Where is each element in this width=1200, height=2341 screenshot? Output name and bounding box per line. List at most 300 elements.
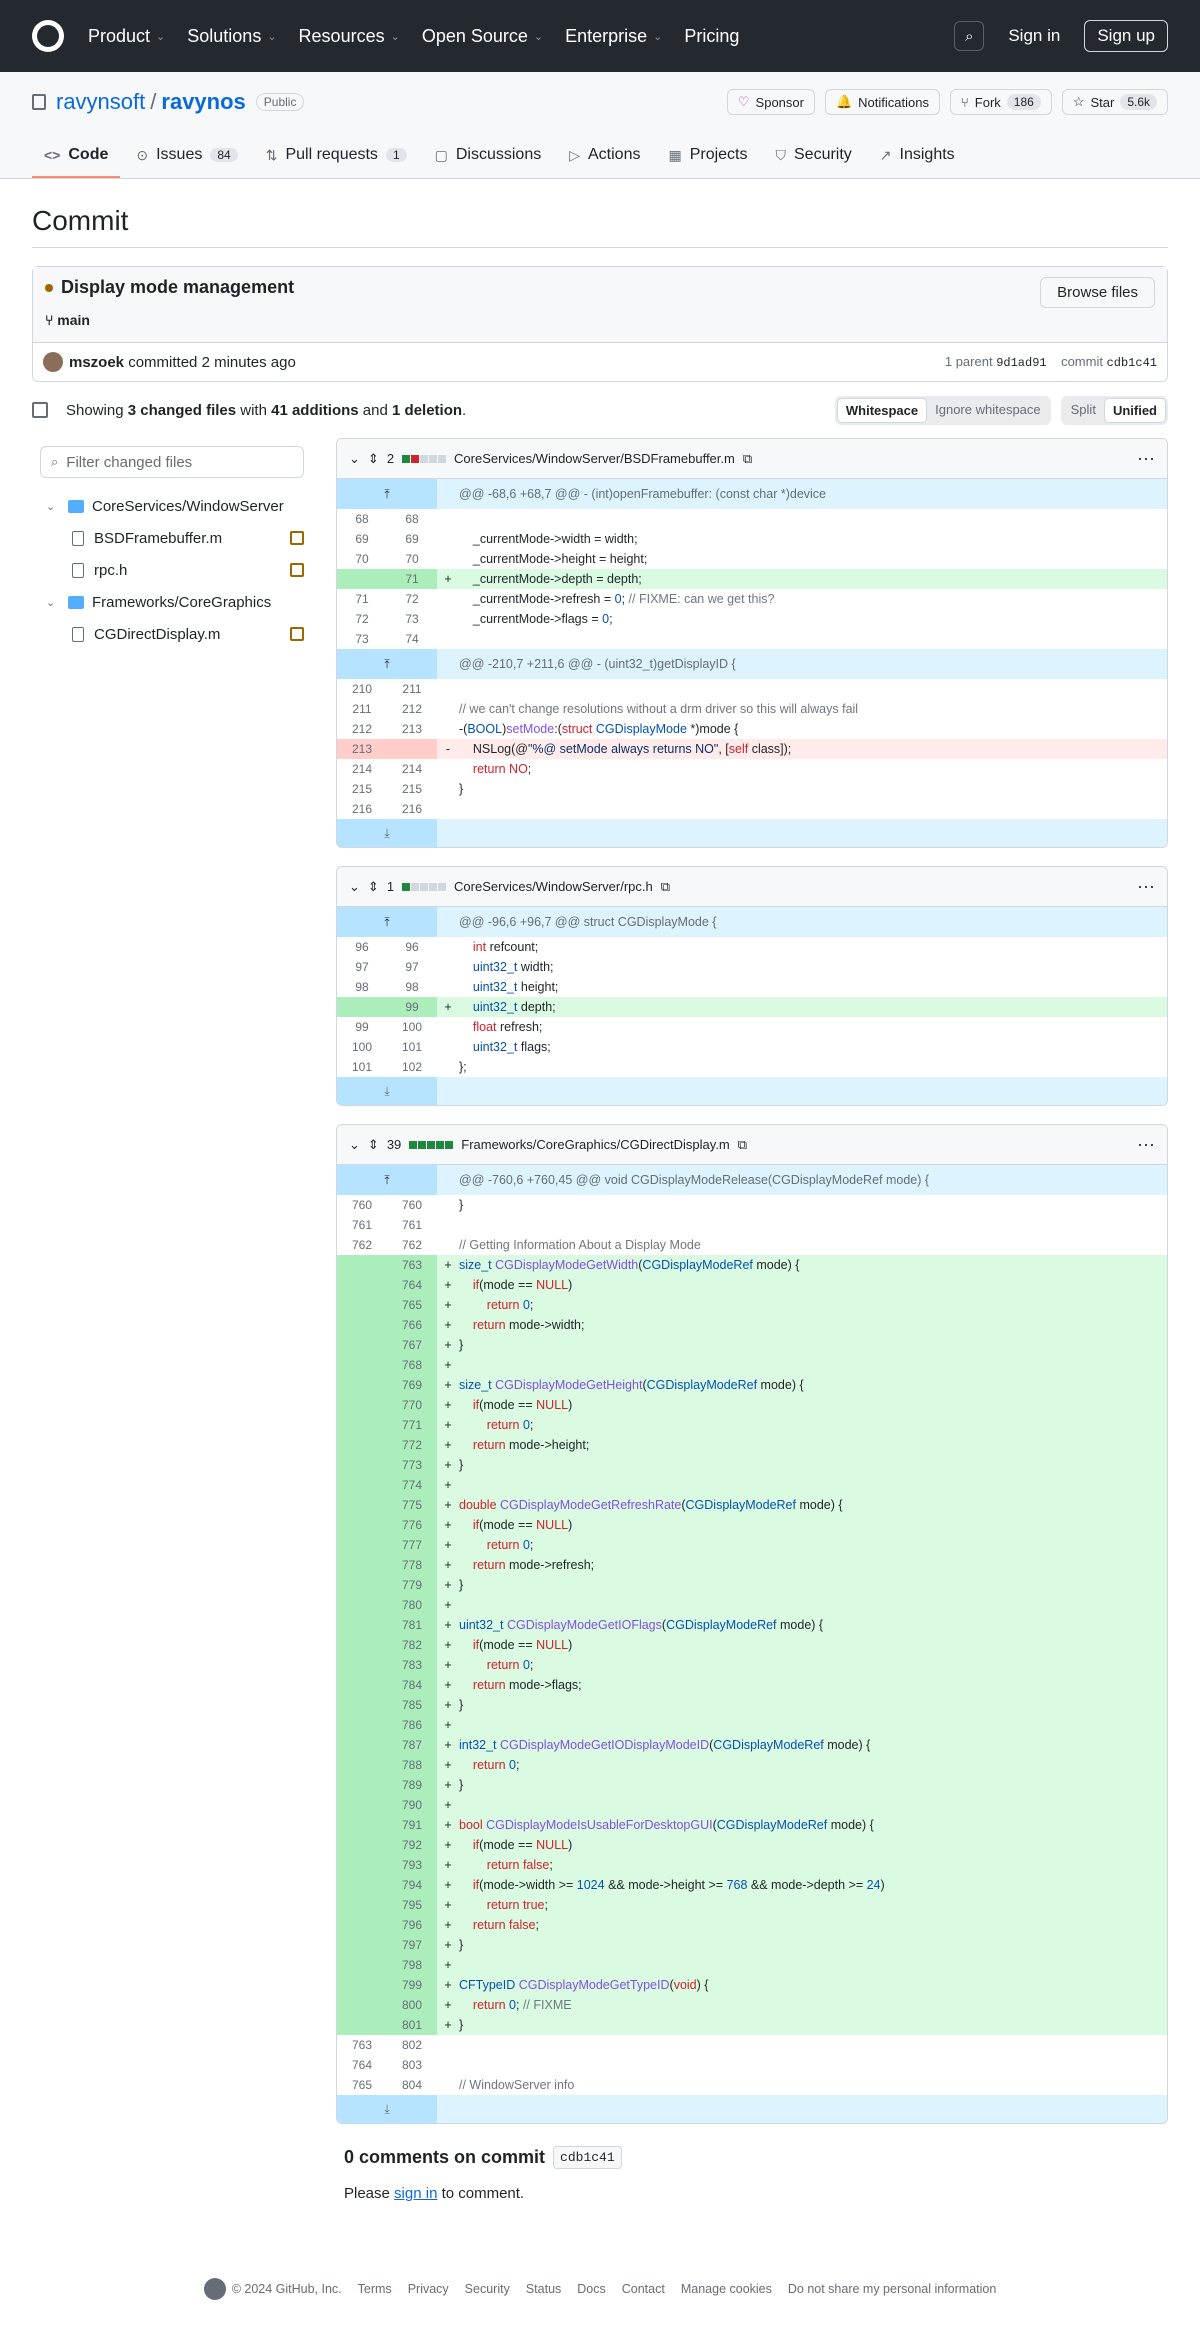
new-line-number[interactable]: 775 xyxy=(387,1495,437,1515)
new-line-number[interactable]: 802 xyxy=(401,2038,423,2052)
old-line-number[interactable]: 216 xyxy=(351,802,373,816)
new-line-number[interactable]: 797 xyxy=(387,1935,437,1955)
new-line-number[interactable]: 767 xyxy=(387,1335,437,1355)
code-line: } xyxy=(459,1935,1167,1955)
old-line-number[interactable]: 214 xyxy=(351,762,373,776)
new-line-number[interactable]: 783 xyxy=(387,1655,437,1675)
diff-file-header xyxy=(337,1125,1167,1165)
github-logo-icon[interactable] xyxy=(204,2278,226,2300)
old-line-number[interactable]: 761 xyxy=(351,1218,373,1232)
new-line-number[interactable]: 72 xyxy=(405,592,419,606)
diff-line xyxy=(337,1855,1167,1875)
diff-line xyxy=(337,1375,1167,1395)
kebab-menu-icon[interactable]: ··· xyxy=(1137,1134,1155,1154)
diff-line xyxy=(337,1675,1167,1695)
sign-up-button[interactable]: Sign up xyxy=(1084,20,1168,52)
new-line-number[interactable]: 70 xyxy=(405,552,419,566)
diff-line xyxy=(337,1555,1167,1575)
expand-row[interactable] xyxy=(337,819,1167,847)
tab-issues[interactable] xyxy=(124,146,249,178)
copy-icon[interactable]: ⧉ xyxy=(737,1136,748,1152)
old-line-number[interactable] xyxy=(337,1915,387,1935)
old-line-number[interactable] xyxy=(337,1295,387,1315)
expand-up-icon[interactable]: ⤒ xyxy=(337,649,437,679)
hunk-header[interactable] xyxy=(337,907,1167,937)
new-line-number[interactable]: 769 xyxy=(387,1375,437,1395)
diff-line xyxy=(337,629,1167,649)
diff-sign: + xyxy=(437,1475,459,1495)
summary-pre: Showing xyxy=(66,401,128,419)
tab-pull-requests[interactable] xyxy=(254,146,419,178)
new-line-number[interactable]: 770 xyxy=(387,1395,437,1415)
file-path-link[interactable]: CoreServices/WindowServer/rpc.h xyxy=(454,879,653,894)
tree-file[interactable] xyxy=(40,618,304,650)
code-line xyxy=(459,2055,1167,2075)
repo-owner-link[interactable]: ravynsoft xyxy=(56,89,146,114)
new-line-number[interactable]: 778 xyxy=(387,1555,437,1575)
old-line-number[interactable] xyxy=(337,1535,387,1555)
diff-sign xyxy=(437,2055,459,2075)
new-line-number[interactable]: 213 xyxy=(401,722,423,736)
diff-sign: + xyxy=(437,1375,459,1395)
old-line-number[interactable] xyxy=(337,1555,387,1575)
new-line-number[interactable]: 761 xyxy=(401,1218,423,1232)
old-line-number[interactable] xyxy=(337,1975,387,1995)
diff-line xyxy=(337,1535,1167,1555)
old-line-number[interactable]: 70 xyxy=(355,552,369,566)
diff-line xyxy=(337,2075,1167,2095)
diff-sign: + xyxy=(437,1695,459,1715)
old-line-number[interactable]: 212 xyxy=(351,722,373,736)
old-line-number[interactable] xyxy=(337,1315,387,1335)
footer-link[interactable]: Contact xyxy=(621,2282,665,2296)
code-line: if(mode == NULL) xyxy=(459,1395,1167,1415)
tab-insights[interactable] xyxy=(868,146,967,178)
hunk-header[interactable] xyxy=(337,479,1167,509)
code-line xyxy=(459,1715,1167,1735)
file-path-link[interactable]: CoreServices/WindowServer/BSDFramebuffer.m xyxy=(454,451,735,466)
new-line-number[interactable]: 801 xyxy=(387,2015,437,2035)
bell-icon: 🔔 xyxy=(835,94,853,109)
new-line-number[interactable]: 766 xyxy=(387,1315,437,1335)
tab-projects[interactable] xyxy=(656,146,759,178)
tab-code[interactable] xyxy=(32,146,120,178)
diff-sign: + xyxy=(437,997,459,1017)
tab-actions[interactable] xyxy=(557,146,652,178)
old-line-number[interactable] xyxy=(337,1475,387,1495)
old-line-number[interactable] xyxy=(337,1615,387,1635)
old-line-number[interactable]: 210 xyxy=(351,682,373,696)
split-button[interactable]: Split xyxy=(1070,401,1096,417)
new-line-number[interactable]: 782 xyxy=(387,1635,437,1655)
sidebar-toggle-icon[interactable] xyxy=(32,402,48,418)
diff-table xyxy=(337,1165,1167,2123)
commit-box xyxy=(32,266,1168,382)
old-line-number[interactable]: 215 xyxy=(351,782,373,796)
notifications-label: Notifications xyxy=(858,94,929,110)
code-line: uint32_t depth; xyxy=(459,997,1167,1017)
new-line-number[interactable]: 790 xyxy=(387,1795,437,1815)
new-line-number[interactable]: 787 xyxy=(387,1735,437,1755)
old-line-number[interactable]: 763 xyxy=(351,2038,373,2052)
nav-item-enterprise[interactable] xyxy=(565,26,662,47)
sponsor-button[interactable] xyxy=(727,89,815,115)
code-line: } xyxy=(459,782,464,796)
chevron-down-icon[interactable]: ⌄ xyxy=(349,1136,360,1152)
new-line-number[interactable]: 96 xyxy=(405,940,419,954)
old-line-number[interactable] xyxy=(337,1855,387,1875)
code-line: _currentMode->flags = 0; xyxy=(459,612,613,626)
old-line-number[interactable] xyxy=(337,1675,387,1695)
old-line-number[interactable] xyxy=(337,1775,387,1795)
copy-icon[interactable]: ⧉ xyxy=(742,450,753,466)
code-line xyxy=(459,1955,1167,1975)
tab-label: Actions xyxy=(588,146,641,163)
old-line-number[interactable] xyxy=(337,1395,387,1415)
new-line-number[interactable]: 762 xyxy=(401,1238,423,1252)
new-line-number[interactable]: 793 xyxy=(387,1855,437,1875)
author-link[interactable]: mszoek xyxy=(69,353,125,371)
new-line-number[interactable]: 794 xyxy=(387,1875,437,1895)
new-line-number[interactable]: 768 xyxy=(387,1355,437,1375)
diff-sign xyxy=(437,589,459,609)
diff-sign: + xyxy=(437,1555,459,1575)
new-line-number[interactable]: 214 xyxy=(401,762,423,776)
old-line-number[interactable] xyxy=(337,1495,387,1515)
hunk-header[interactable] xyxy=(337,649,1167,679)
nav-item-pricing[interactable] xyxy=(684,26,739,47)
old-line-number[interactable]: 100 xyxy=(351,1040,373,1054)
diff-sign: + xyxy=(437,1815,459,1835)
diff-line xyxy=(337,1635,1167,1655)
footer-link[interactable]: Terms xyxy=(357,2282,392,2296)
repo-title xyxy=(32,72,1168,132)
diff-sign: + xyxy=(437,1415,459,1435)
diff-line xyxy=(337,699,1167,719)
diff-line xyxy=(337,739,1167,759)
old-line-number[interactable]: 99 xyxy=(355,1020,369,1034)
old-line-number[interactable]: 72 xyxy=(355,612,369,626)
new-line-number[interactable]: 771 xyxy=(387,1415,437,1435)
code-line: return false; xyxy=(459,1915,1167,1935)
diff-line xyxy=(337,1255,1167,1275)
old-line-number[interactable] xyxy=(337,1955,387,1975)
filter-files-input[interactable] xyxy=(40,446,304,478)
new-line-number[interactable]: 774 xyxy=(387,1475,437,1495)
old-line-number[interactable] xyxy=(337,1335,387,1355)
summary-files: 3 changed files xyxy=(127,401,237,419)
old-line-number[interactable]: 71 xyxy=(355,592,369,606)
new-line-number[interactable]: 800 xyxy=(387,1995,437,2015)
old-line-number[interactable]: 760 xyxy=(351,1198,373,1212)
code-line xyxy=(459,1355,1167,1375)
new-line-number[interactable]: 760 xyxy=(401,1198,423,1212)
new-line-number[interactable]: 780 xyxy=(387,1595,437,1615)
new-line-number[interactable]: 71 xyxy=(387,569,437,589)
old-line-number[interactable] xyxy=(337,1575,387,1595)
unified-button[interactable]: Unified xyxy=(1104,398,1166,423)
diff-table xyxy=(337,907,1167,1105)
new-line-number[interactable]: 216 xyxy=(401,802,423,816)
notifications-button[interactable] xyxy=(825,89,940,115)
tab-security[interactable] xyxy=(764,146,864,178)
old-line-number[interactable]: 73 xyxy=(355,632,369,646)
new-line-number[interactable]: 73 xyxy=(405,612,419,626)
expand-icon[interactable]: ⇕ xyxy=(367,1136,379,1152)
new-line-number[interactable]: 99 xyxy=(387,997,437,1017)
nav-item-open-source[interactable] xyxy=(422,26,543,47)
diff-sign xyxy=(437,1215,459,1235)
new-line-number[interactable] xyxy=(387,739,437,759)
summary-text xyxy=(66,402,466,419)
code-line xyxy=(459,2035,1167,2055)
new-line-number[interactable]: 97 xyxy=(405,960,419,974)
search-icon[interactable]: ⌕ xyxy=(954,21,984,51)
old-line-number[interactable] xyxy=(337,569,387,589)
diff-sign: + xyxy=(437,569,459,589)
new-line-number[interactable]: 779 xyxy=(387,1575,437,1595)
kebab-menu-icon[interactable]: ··· xyxy=(1137,876,1155,896)
diff-sign xyxy=(437,609,459,629)
footer-link[interactable]: Docs xyxy=(577,2282,606,2296)
nav-item-label: Enterprise xyxy=(565,25,648,46)
expand-down-icon[interactable]: ⤓ xyxy=(337,819,437,847)
file-icon xyxy=(72,531,84,546)
tab-discussions[interactable] xyxy=(423,146,554,178)
old-line-number[interactable] xyxy=(337,1635,387,1655)
tree-item-label: CoreServices/WindowServer xyxy=(92,497,284,515)
diff-sign xyxy=(437,799,459,819)
new-line-number[interactable]: 776 xyxy=(387,1515,437,1535)
whitespace-button[interactable]: Whitespace xyxy=(837,398,927,423)
code-line xyxy=(459,509,1167,529)
old-line-number[interactable] xyxy=(337,1515,387,1535)
old-line-number[interactable]: 213 xyxy=(337,739,387,759)
new-line-number[interactable]: 781 xyxy=(387,1615,437,1635)
diff-line xyxy=(337,2055,1167,2075)
diff-line xyxy=(337,1215,1167,1235)
new-line-number[interactable]: 798 xyxy=(387,1955,437,1975)
old-line-number[interactable]: 762 xyxy=(351,1238,373,1252)
diff-line xyxy=(337,1455,1167,1475)
new-line-number[interactable]: 796 xyxy=(387,1915,437,1935)
nav-item-product[interactable] xyxy=(88,26,165,47)
footer-link[interactable]: Privacy xyxy=(407,2282,449,2296)
old-line-number[interactable] xyxy=(337,1275,387,1295)
sign-in-link[interactable]: sign in xyxy=(394,2185,438,2202)
new-line-number[interactable]: 795 xyxy=(387,1895,437,1915)
new-line-number[interactable]: 101 xyxy=(401,1040,423,1054)
new-line-number[interactable]: 786 xyxy=(387,1715,437,1735)
new-line-number[interactable]: 792 xyxy=(387,1835,437,1855)
hunk-header[interactable] xyxy=(337,1165,1167,1195)
commit-branch[interactable]: ⑂ main xyxy=(45,312,90,328)
summary-mid: with xyxy=(236,401,272,419)
new-line-number[interactable]: 788 xyxy=(387,1755,437,1775)
old-line-number[interactable] xyxy=(337,1255,387,1275)
old-line-number[interactable] xyxy=(337,1735,387,1755)
diff-sign xyxy=(437,699,459,719)
folder-icon xyxy=(68,500,84,513)
old-line-number[interactable]: 68 xyxy=(355,512,369,526)
diff-line xyxy=(337,679,1167,699)
nav-item-solutions[interactable] xyxy=(187,26,276,47)
old-line-number[interactable] xyxy=(337,1415,387,1435)
new-line-number[interactable]: 69 xyxy=(405,532,419,546)
old-line-number[interactable] xyxy=(337,1755,387,1775)
old-line-number[interactable] xyxy=(337,1695,387,1715)
footer-link[interactable]: Security xyxy=(464,2282,510,2296)
nav-item-resources[interactable] xyxy=(299,26,400,47)
expand-row[interactable] xyxy=(337,2095,1167,2123)
old-line-number[interactable] xyxy=(337,1595,387,1615)
old-line-number[interactable] xyxy=(337,1655,387,1675)
new-line-number[interactable]: 98 xyxy=(405,980,419,994)
new-line-number[interactable]: 803 xyxy=(401,2058,423,2072)
repo-name-link[interactable]: ravynos xyxy=(161,89,246,114)
new-line-number[interactable]: 777 xyxy=(387,1535,437,1555)
ignore-whitespace-button[interactable]: Ignore whitespace xyxy=(935,401,1041,417)
new-line-number[interactable]: 804 xyxy=(401,2078,423,2092)
expand-down-icon[interactable]: ⤓ xyxy=(337,1077,437,1105)
old-line-number[interactable] xyxy=(337,1815,387,1835)
code-line: size_t CGDisplayModeGetWidth(CGDisplayModeRef mode) { xyxy=(459,1255,1167,1275)
diff-sign xyxy=(437,719,459,739)
expand-icon[interactable]: ⇕ xyxy=(367,450,379,466)
old-line-number[interactable] xyxy=(337,1895,387,1915)
old-line-number[interactable]: 98 xyxy=(355,980,369,994)
old-line-number[interactable]: 211 xyxy=(352,702,372,716)
diff-line xyxy=(337,1475,1167,1495)
new-line-number[interactable]: 785 xyxy=(387,1695,437,1715)
footer-link[interactable]: Do not share my personal information xyxy=(787,2282,997,2296)
hunk-text: @@ -210,7 +211,6 @@ - (uint32_t)getDisplayID { xyxy=(437,649,1167,679)
code-line: uint32_t height; xyxy=(472,980,559,994)
old-line-number[interactable] xyxy=(337,1375,387,1395)
star-button[interactable] xyxy=(1062,89,1168,115)
old-line-number[interactable]: 69 xyxy=(355,532,369,546)
diff-line xyxy=(337,977,1167,997)
old-line-number[interactable] xyxy=(337,1835,387,1855)
code-line: uint32_t CGDisplayModeGetIOFlags(CGDisplayModeRef mode) { xyxy=(459,1615,1167,1635)
new-line-number[interactable]: 799 xyxy=(387,1975,437,1995)
diff-sign xyxy=(437,937,459,957)
new-line-number[interactable]: 211 xyxy=(402,682,422,696)
tree-file[interactable] xyxy=(40,522,304,554)
old-line-number[interactable]: 764 xyxy=(351,2058,373,2072)
expand-up-icon[interactable]: ⤒ xyxy=(337,1165,437,1195)
diff-line xyxy=(337,1615,1167,1635)
table-icon: ▦ xyxy=(668,146,682,163)
diff-line xyxy=(337,1995,1167,2015)
code-line: return 0; // FIXME xyxy=(459,1995,1167,2015)
old-line-number[interactable]: 97 xyxy=(355,960,369,974)
code-line: _currentMode->refresh = 0; // FIXME: can we get this? xyxy=(459,592,775,606)
old-line-number[interactable]: 96 xyxy=(355,940,369,954)
expand-up-icon[interactable]: ⤒ xyxy=(337,907,437,937)
old-line-number[interactable] xyxy=(337,1455,387,1475)
old-line-number[interactable] xyxy=(337,1435,387,1455)
fork-button[interactable] xyxy=(950,89,1052,115)
old-line-number[interactable] xyxy=(337,1995,387,2015)
old-line-number[interactable] xyxy=(337,1935,387,1955)
new-line-number[interactable]: 765 xyxy=(387,1295,437,1315)
expand-up-icon[interactable]: ⤒ xyxy=(337,479,437,509)
pull-request-icon: ⇅ xyxy=(265,146,278,163)
parent-sha-link[interactable]: 9d1ad91 xyxy=(996,356,1047,370)
new-line-number[interactable]: 212 xyxy=(401,702,423,716)
old-line-number[interactable] xyxy=(337,2015,387,2035)
old-line-number[interactable]: 101 xyxy=(351,1060,373,1074)
new-line-number[interactable]: 789 xyxy=(387,1775,437,1795)
old-line-number[interactable] xyxy=(337,1875,387,1895)
expand-row[interactable] xyxy=(337,1077,1167,1105)
diff-line xyxy=(337,1335,1167,1355)
diff-change-count: 39 xyxy=(386,1137,402,1152)
diff-line xyxy=(337,1195,1167,1215)
file-path-link[interactable]: Frameworks/CoreGraphics/CGDirectDisplay.m xyxy=(461,1137,730,1152)
browse-files-button[interactable]: Browse files xyxy=(1040,277,1155,308)
new-line-number[interactable]: 773 xyxy=(387,1455,437,1475)
diffstat-bars xyxy=(402,883,446,891)
diff-sign: + xyxy=(437,1935,459,1955)
old-line-number[interactable]: 765 xyxy=(351,2078,373,2092)
new-line-number[interactable]: 74 xyxy=(405,632,419,646)
footer-link[interactable]: Status xyxy=(525,2282,562,2296)
chevron-down-icon: ⌄ xyxy=(156,30,166,43)
diff-file-header xyxy=(337,439,1167,479)
avatar[interactable] xyxy=(43,352,63,372)
github-logo-icon[interactable] xyxy=(32,20,64,52)
new-line-number[interactable]: 764 xyxy=(387,1275,437,1295)
old-line-number[interactable] xyxy=(337,1715,387,1735)
tree-folder[interactable] xyxy=(40,586,304,618)
chevron-down-icon[interactable]: ⌄ xyxy=(349,878,360,894)
old-line-number[interactable] xyxy=(337,1795,387,1815)
sign-in-link[interactable]: Sign in xyxy=(1008,26,1061,45)
tree-folder[interactable] xyxy=(40,490,304,522)
diff-line xyxy=(337,1595,1167,1615)
kebab-menu-icon[interactable]: ··· xyxy=(1137,448,1155,468)
new-line-number[interactable]: 772 xyxy=(387,1435,437,1455)
old-line-number[interactable] xyxy=(337,1355,387,1375)
expand-down-icon[interactable]: ⤓ xyxy=(337,2095,437,2123)
repo-header xyxy=(0,72,1200,179)
new-line-number[interactable]: 791 xyxy=(387,1815,437,1835)
old-line-number[interactable] xyxy=(337,997,387,1017)
new-line-number[interactable]: 784 xyxy=(387,1675,437,1695)
chevron-down-icon: ⌄ xyxy=(653,30,663,43)
tab-count: 1 xyxy=(386,148,407,162)
copy-icon[interactable]: ⧉ xyxy=(660,878,671,894)
footer-link[interactable]: Manage cookies xyxy=(680,2282,772,2296)
new-line-number[interactable]: 100 xyxy=(401,1020,423,1034)
hunk-text: @@ -68,6 +68,7 @@ - (int)openFramebuffer: (const char *)device xyxy=(437,479,1167,509)
expand-icon[interactable]: ⇕ xyxy=(367,878,379,894)
new-line-number[interactable]: 215 xyxy=(401,782,423,796)
new-line-number[interactable]: 68 xyxy=(405,512,419,526)
chevron-down-icon[interactable]: ⌄ xyxy=(349,450,360,466)
status-dot-icon[interactable] xyxy=(45,284,53,292)
new-line-number[interactable]: 102 xyxy=(401,1060,423,1074)
diff-sign: + xyxy=(437,1335,459,1355)
tree-file[interactable] xyxy=(40,554,304,586)
file-tree-list xyxy=(40,490,304,650)
diff-sign: + xyxy=(437,1515,459,1535)
file-modified-icon xyxy=(290,563,304,577)
filter-placeholder: Filter changed files xyxy=(66,453,193,471)
new-line-number[interactable]: 763 xyxy=(387,1255,437,1275)
